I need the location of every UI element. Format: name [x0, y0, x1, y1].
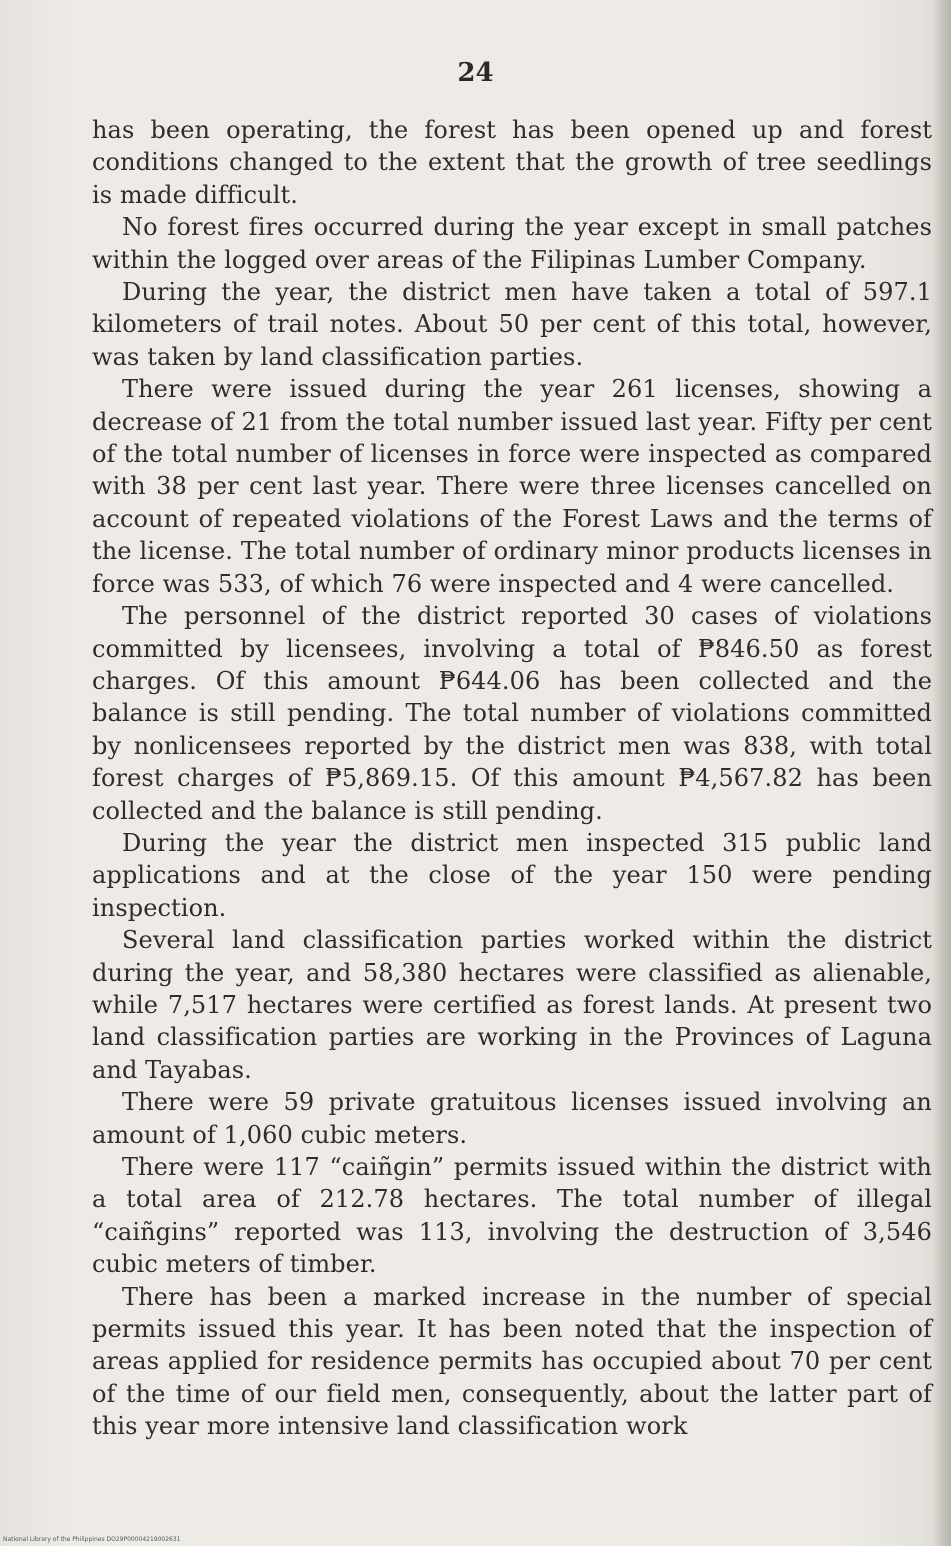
- paragraph-5: The personnel of the district reported 30 cases of violations committed by licensees, involving a total of ₱846.50 as forest charges. Of this amount ₱644.06 has been collected and the balance is still pending. The total number of violations committed by nonlicensees reported by the district men was 838, with total forest charges of ₱5,869.15. Of this amount ₱4,567.82 has been collected and the balance is still pending.: [92, 602, 932, 825]
- paragraph-1: has been operating, the forest has been opened up and forest conditions changed to the extent that the growth of tree seedlings is made difficult.: [92, 116, 932, 209]
- page-edge-shadow: [933, 0, 951, 1546]
- library-footer: National Library of the Philippines DO29P00004219002631: [3, 1536, 181, 1543]
- paragraph-2: No forest fires occurred during the year except in small patches within the logged over areas of the Filipinas Lumber Company.: [92, 213, 932, 274]
- paragraph-7: Several land classification parties worked within the district during the year, and 58,380 hectares were classified as alienable, while 7,517 hectares were certified as forest lands. At present two land classification parties are working in the Provinces of Laguna and Tayabas.: [92, 926, 932, 1084]
- paragraph-4: There were issued during the year 261 licenses, showing a decrease of 21 from the total number issued last year. Fifty per cent of the total number of licenses in force were inspected as compared with 38 per cent last year. There were three licenses cancelled on account of repeated violations of the Forest Laws and the terms of the license. The total number of ordinary minor products licenses in force was 533, of which 76 were inspected and 4 were cancelled.: [92, 375, 932, 598]
- paragraph-6: During the year the district men inspected 315 public land applications and at the close of the year 150 were pending inspection.: [92, 828, 932, 922]
- page-number: 24: [457, 58, 494, 88]
- body-text: [92, 114, 932, 1443]
- paragraph-10: There has been a marked increase in the number of special permits issued this year. It has been noted that the inspection of areas applied for residence permits has occupied about 70 per cent of the time of our field men, consequently, about the latter part of this year more intensive land classification work: [92, 1282, 932, 1441]
- paragraph-8: There were 59 private gratuitous licenses issued involving an amount of 1,060 cubic meters.: [92, 1088, 932, 1149]
- paragraph-9: There were 117 “caiñgin” permits issued within the district with a total area of 212.78 hectares. The total number of illegal “caiñgins” reported was 113, involving the destruction of 3,546 cubic meters of timber.: [92, 1153, 932, 1279]
- paragraph-3: During the year, the district men have taken a total of 597.1 kilometers of trail notes. About 50 per cent of this total, however, was taken by land classification parties.: [92, 278, 932, 371]
